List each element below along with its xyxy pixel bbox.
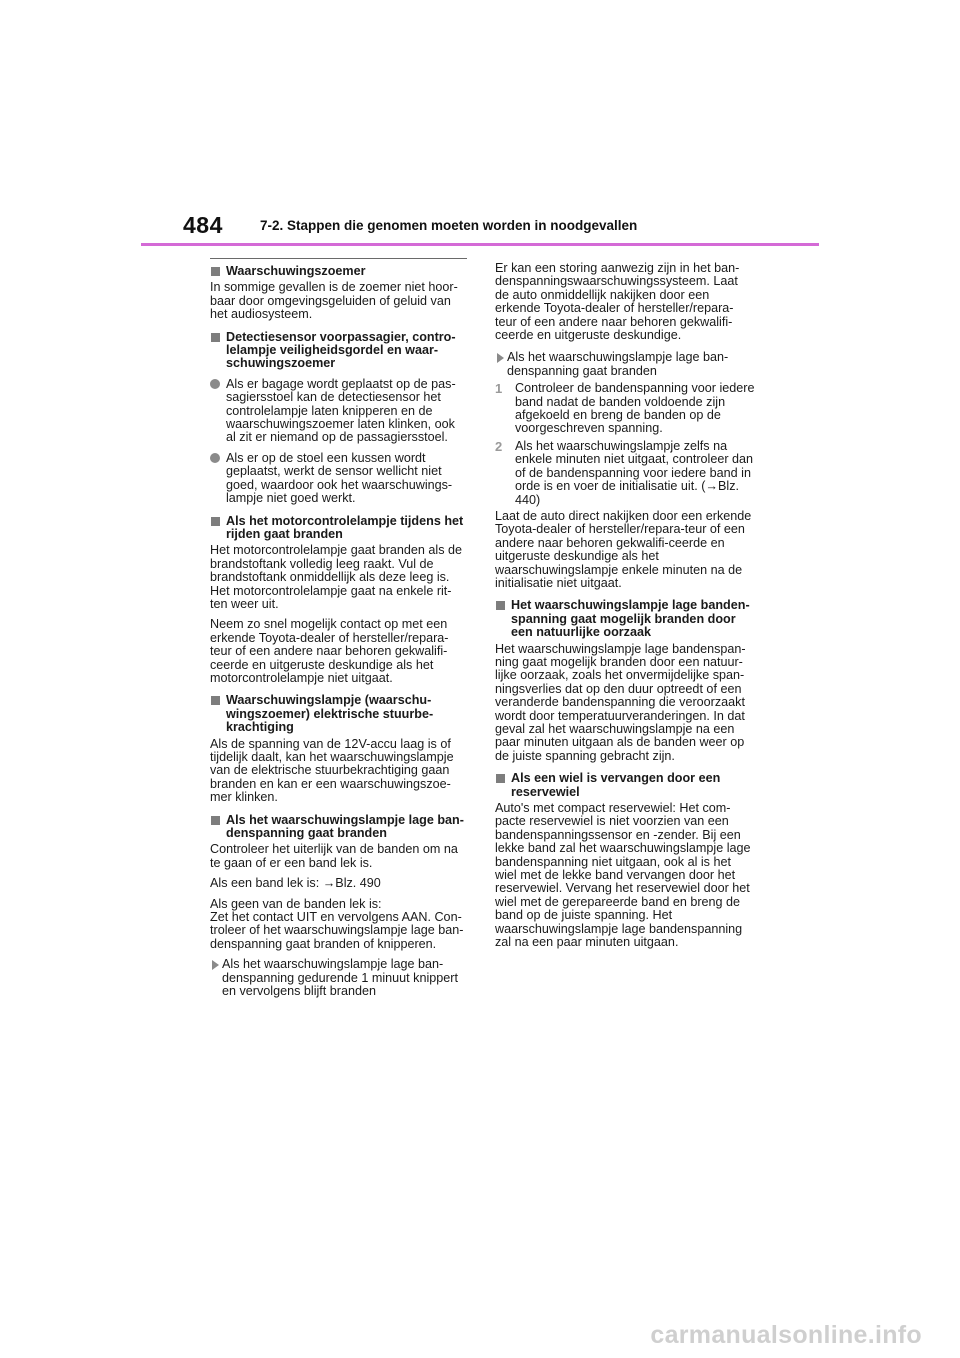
triangle-arrow-icon <box>212 960 219 970</box>
heading-text: Detectiesensor voorpassagier, contro-lelampje veiligheidsgordel en waar-schuwingszoemer <box>226 329 456 371</box>
list-item-text: Als er op de stoel een kussen wordt geplaatst, werkt de sensor wellicht niet goed, waardoor ook het waarschuwings-lampje niet goed werkt. <box>226 450 453 506</box>
paragraph: Controleer het uiterlijk van de banden om na te gaan of er een band lek is. <box>210 842 458 870</box>
section-heading-passenger-sensor <box>210 331 467 371</box>
section-heading-natural-cause <box>495 599 755 639</box>
circle-bullet-icon <box>210 453 220 463</box>
square-bullet-icon <box>211 696 220 705</box>
paragraph: Neem zo snel mogelijk contact op met een erkende Toyota-dealer of hersteller/repara-teur of een andere naar behoren gekwalifi-ceerde en uitgeruste deskundige als het motorcontrolelampje niet uitgaat. <box>210 617 449 685</box>
heading-text: Het waarschuwingslampje lage banden-spanning gaat mogelijk branden door een natuurlijke oorzaak <box>511 598 750 640</box>
section-heading-warning-buzzer <box>210 265 467 278</box>
heading-text: Als een wiel is vervangen door een reservewiel <box>511 771 721 799</box>
right-column <box>495 262 755 950</box>
square-bullet-icon <box>496 601 505 610</box>
paragraph: In sommige gevallen is de zoemer niet hoor-baar door omgevingsgeluiden of geluid van het audiosysteem. <box>210 280 458 322</box>
step-item <box>495 440 755 507</box>
step-text: Als het waarschuwingslampje zelfs na enkele minuten niet uitgaat, controleer dan of de bandenspanning voor iedere band in orde is en voer de initialisatie uit. (→Blz. 440) <box>515 438 754 507</box>
step-number: 1 <box>495 381 503 397</box>
step-item <box>495 382 755 436</box>
heading-text: Als het waarschuwingslampje lage ban-denspanning gaat branden <box>226 812 464 841</box>
square-bullet-icon <box>211 816 220 825</box>
watermark: carmanualsonline.info <box>650 1321 922 1349</box>
section-heading-power-steering <box>210 694 467 734</box>
square-bullet-icon <box>211 333 220 342</box>
paragraph-line: Zet het contact UIT en vervolgens AAN. Con-troleer of het waarschuwingslampje lage ban-denspanning gaat branden of knipperen. <box>210 910 464 951</box>
paragraph: Als de spanning van de 12V-accu laag is of tijdelijk daalt, kan het waarschuwingslampje van de elektrische stuurbekrachtiging gaan branden en kan er een waarschuwingszoe-mer klinken. <box>210 736 454 805</box>
condition-item <box>495 351 755 378</box>
list-item <box>210 378 467 445</box>
square-bullet-icon <box>496 774 505 783</box>
paragraph-line: Als geen van de banden lek is: <box>210 896 382 911</box>
chapter-title: 7-2. Stappen die genomen moeten worden in noodgevallen <box>260 218 638 233</box>
paragraph: Er kan een storing aanwezig zijn in het ban-denspanningswaarschuwingssysteem. Laat de auto onmiddellijk nakijken door een erkende Toyota-dealer of hersteller/repara-teur of een andere naar behoren gekwalifi-ceerde en uitgeruste deskundige. <box>495 261 740 343</box>
left-column <box>210 258 467 999</box>
heading-text: Als het motorcontrolelampje tijdens het rijden gaat branden <box>226 513 464 541</box>
circle-bullet-icon <box>210 379 220 389</box>
square-bullet-icon <box>211 267 220 276</box>
list-item-text: Als er bagage wordt geplaatst op de pas-sagiersstoel kan de detectiesensor het controlelampje laten knipperen en de waarschuwingszoemer laten klinken, ook al zit er niemand op de passagiersstoel. <box>226 376 456 445</box>
section-heading-spare-wheel <box>495 772 755 799</box>
list-item <box>210 452 467 506</box>
square-bullet-icon <box>211 517 220 526</box>
condition-item <box>210 958 467 998</box>
step-text: Controleer de bandenspanning voor iedere band nadat de banden voldoende zijn afgekoeld en breng de banden op de voorgeschreven spanning. <box>515 381 755 436</box>
paragraph <box>210 898 467 952</box>
header-divider <box>141 243 819 246</box>
paragraph: Auto's met compact reservewiel: Het com-pacte reservewiel is niet voorzien van een bandenspanningssensor en -zender. Bij een lekke band zal het waarschuwingslampje lage bandenspanning niet uitgaan, ook al is het wiel met de lekke band vervangen door het reservewiel. Vervang het reservewiel door het wiel met de gerepareerde band en breng de band op de juiste spanning. Het waarschuwingslampje lage bandenspanning zal na een paar minuten uitgaan. <box>495 801 751 950</box>
triangle-arrow-icon <box>497 353 504 363</box>
heading-text: Waarschuwingszoemer <box>226 264 366 278</box>
paragraph-page-reference: Als een band lek is: →Blz. 490 <box>210 876 381 891</box>
paragraph: Laat de auto direct nakijken door een erkende Toyota-dealer of hersteller/repara-teur of een andere naar behoren gekwalifi-ceerde en uitgeruste deskundige als het waarschuwingslampje enkele minuten na de initialisatie niet uitgaat. <box>495 508 752 590</box>
condition-text: Als het waarschuwingslampje lage ban-denspanning gedurende 1 minuut knippert en vervolgens blijft branden <box>222 957 458 999</box>
step-number: 2 <box>495 438 503 454</box>
paragraph: Het waarschuwingslampje lage bandenspan-ning gaat mogelijk branden door een natuur-lijke oorzaak, zoals het onvermijdelijke span-ningsverlies dat op den duur optreedt of een veranderde bandenspanning die veroorzaakt wordt door temperatuurveranderingen. In dat geval zal het waarschuwingslampje na een paar minuten uitgaan als de banden weer op de juiste spanning gebracht zijn. <box>495 641 746 763</box>
section-heading-tire-pressure-light <box>210 814 467 841</box>
heading-text: Waarschuwingslampje (waarschu-wingszoemer) elektrische stuurbe-krachtiging <box>226 693 434 735</box>
page-header <box>0 0 960 250</box>
condition-text: Als het waarschuwingslampje lage ban-denspanning gaat branden <box>507 350 729 378</box>
section-heading-engine-light <box>210 515 467 542</box>
paragraph: Het motorcontrolelampje gaat branden als de brandstoftank volledig leeg raakt. Vul de brandstoftank onmiddellijk als deze leeg is. Het motorcontrolelampje gaat na enkele rit-ten weer uit. <box>210 543 463 611</box>
page-number: 484 <box>183 212 223 238</box>
section-divider <box>210 258 467 259</box>
